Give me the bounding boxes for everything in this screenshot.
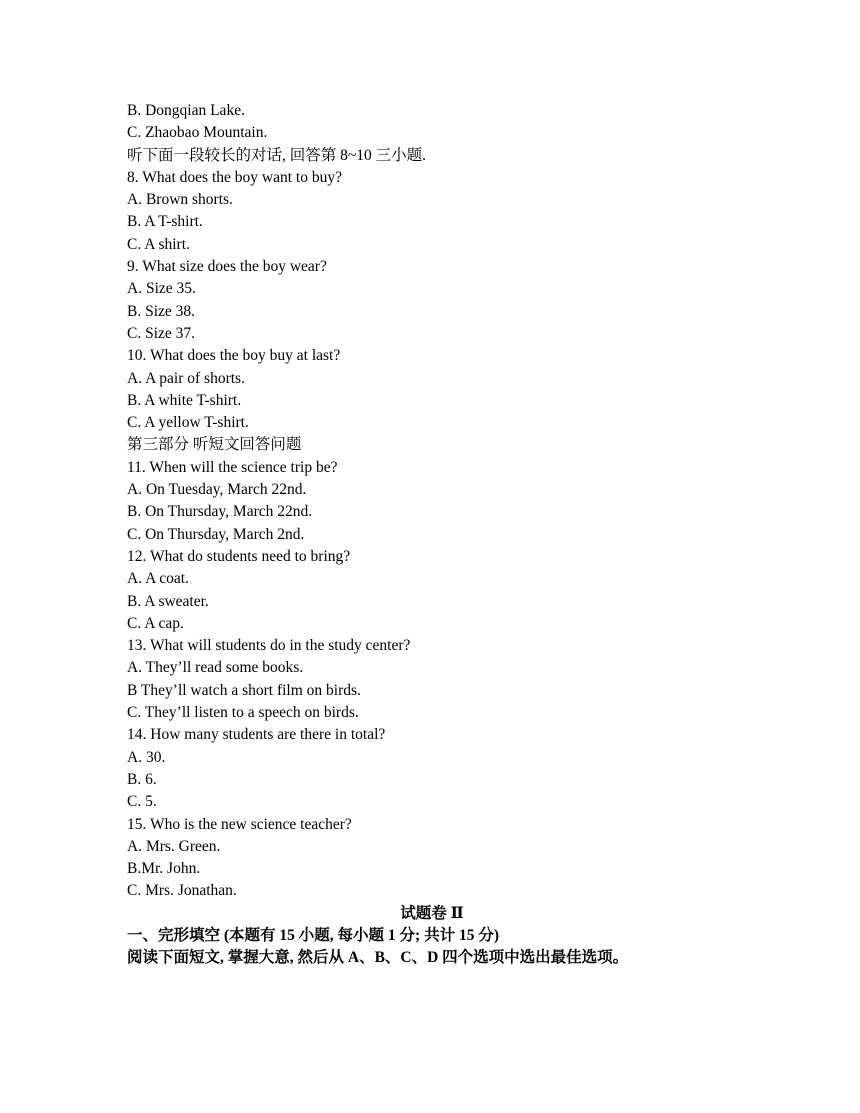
option: A. Size 35. bbox=[127, 280, 196, 298]
part-heading: 一、完形填空 (本题有 15 小题, 每小题 1 分; 共计 15 分) bbox=[127, 926, 499, 944]
question: 10. What does the boy buy at last? bbox=[127, 347, 341, 365]
option: B. Size 38. bbox=[127, 302, 196, 320]
option: B. 6. bbox=[127, 770, 157, 788]
option: A. They’ll read some books. bbox=[127, 659, 304, 677]
instruction: 阅读下面短文, 掌握大意, 然后从 A、B、C、D 四个选项中选出最佳选项。 bbox=[127, 949, 629, 967]
option: B. A white T-shirt. bbox=[127, 391, 242, 409]
option: A. A coat. bbox=[127, 570, 189, 588]
option: C. A cap. bbox=[127, 614, 184, 632]
option: B. A sweater. bbox=[127, 592, 209, 610]
text-line: C. Zhaobao Mountain. bbox=[127, 124, 268, 142]
question: 15. Who is the new science teacher? bbox=[127, 815, 352, 833]
question: 8. What does the boy want to buy? bbox=[127, 168, 342, 186]
option: A. A pair of shorts. bbox=[127, 369, 245, 387]
question: 12. What do students need to bring? bbox=[127, 547, 351, 565]
option: A. Brown shorts. bbox=[127, 191, 233, 209]
option: A. Mrs. Green. bbox=[127, 837, 221, 855]
part-heading: 第三部分 听短文回答问题 bbox=[127, 436, 302, 454]
section-instruction: 听下面一段较长的对话, 回答第 8~10 三小题. bbox=[127, 146, 427, 164]
question: 9. What size does the boy wear? bbox=[127, 258, 327, 276]
option: B. A T-shirt. bbox=[127, 213, 203, 231]
question: 14. How many students are there in total? bbox=[127, 726, 386, 744]
option: C. On Thursday, March 2nd. bbox=[127, 525, 305, 543]
option: C. A shirt. bbox=[127, 235, 190, 253]
text-line: B. Dongqian Lake. bbox=[127, 102, 245, 119]
section-title: 试题卷 Ⅱ bbox=[400, 904, 464, 922]
question: 13. What will students do in the study center? bbox=[127, 637, 411, 655]
option: A. 30. bbox=[127, 748, 166, 766]
question: 11. When will the science trip be? bbox=[127, 458, 338, 476]
option: A. On Tuesday, March 22nd. bbox=[127, 481, 307, 499]
option: C. 5. bbox=[127, 793, 157, 811]
option: B.Mr. John. bbox=[127, 860, 201, 878]
option: C. A yellow T-shirt. bbox=[127, 414, 249, 432]
document-content bbox=[127, 100, 737, 970]
option: C. They’ll listen to a speech on birds. bbox=[127, 704, 359, 722]
option: C. Mrs. Jonathan. bbox=[127, 882, 237, 900]
option: B They’ll watch a short film on birds. bbox=[127, 681, 361, 699]
option: B. On Thursday, March 22nd. bbox=[127, 503, 313, 521]
option: C. Size 37. bbox=[127, 324, 196, 342]
